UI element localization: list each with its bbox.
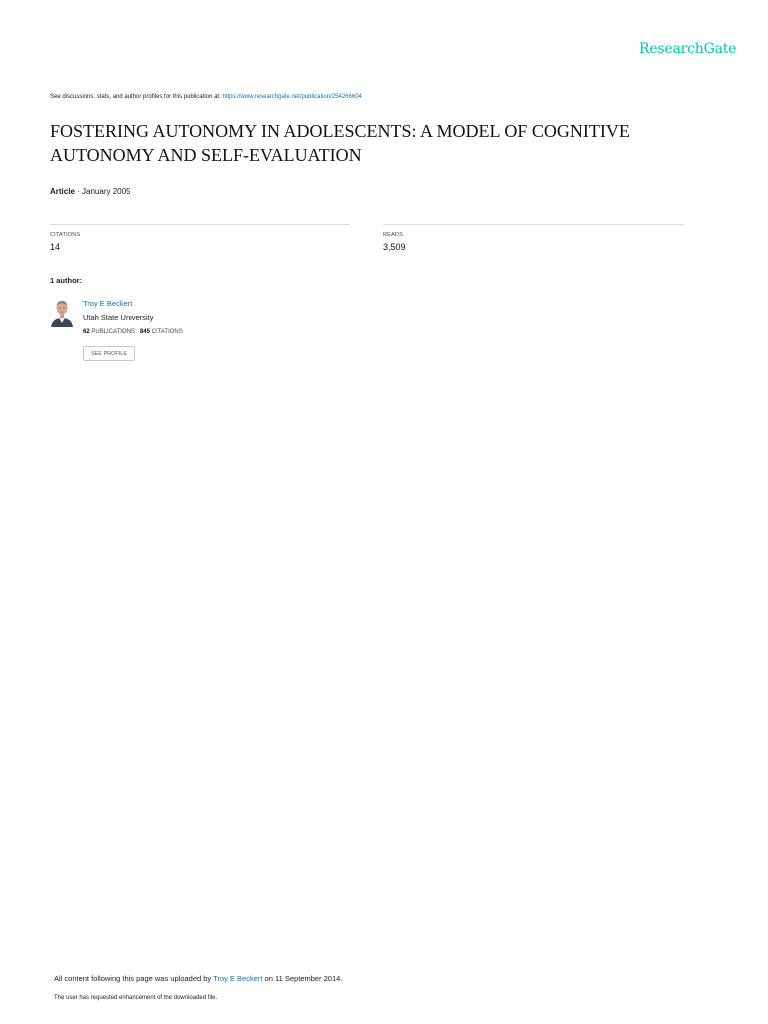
- uploader-link[interactable]: Troy E Beckert: [213, 974, 263, 983]
- upload-prefix: All content following this page was uploaded by: [54, 974, 214, 983]
- author-publications-label: PUBLICATIONS: [91, 329, 135, 335]
- reads-divider: [383, 224, 684, 225]
- reads-label: READS: [383, 232, 403, 238]
- citations-label: CITATIONS: [50, 232, 81, 238]
- citations-divider: [50, 224, 350, 225]
- publication-title: FOSTERING AUTONOMY IN ADOLESCENTS: A MODEL OF COGNITIVE AUTONOMY AND SELF-EVALUATION: [50, 121, 630, 165]
- author-publications-count: 62: [83, 329, 90, 335]
- author-avatar[interactable]: [50, 297, 74, 327]
- discussion-text: See discussions, stats, and author profiles for this publication at:: [50, 94, 223, 100]
- author-stats: [83, 329, 183, 335]
- citations-value: 14: [50, 242, 61, 252]
- author-citations-count: 845: [139, 329, 150, 335]
- author-photo-icon: [50, 297, 74, 327]
- reads-value: 3,509: [383, 242, 406, 252]
- publication-url-link[interactable]: https://www.researchgate.net/publication/254266604: [222, 94, 362, 100]
- enhancement-note: The user has requested enhancement of the downloaded file.: [54, 995, 218, 1001]
- author-name-link[interactable]: Troy E Beckert: [83, 299, 133, 308]
- publication-type: Article: [50, 187, 75, 196]
- see-profile-button[interactable]: SEE PROFILE: [83, 346, 135, 361]
- author-citations-label: CITATIONS: [151, 329, 183, 335]
- authors-heading: 1 author:: [50, 276, 83, 285]
- publication-meta: [50, 187, 131, 196]
- researchgate-logo[interactable]: ResearchGate: [639, 41, 737, 57]
- discussion-line: [50, 94, 362, 100]
- author-institution: Utah State University: [83, 313, 154, 322]
- upload-suffix: on 11 September 2014.: [262, 974, 343, 983]
- publication-date: · January 2005: [74, 187, 131, 196]
- upload-note: [54, 974, 342, 983]
